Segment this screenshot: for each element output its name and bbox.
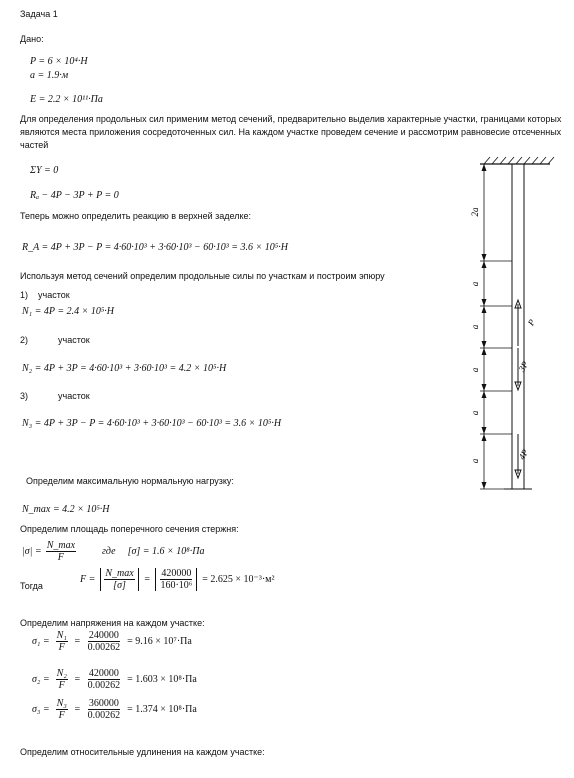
frac-denominator: 160·10⁶ xyxy=(160,580,193,591)
force-label-p: P xyxy=(525,317,538,328)
stress-result: = 9.16 × 10⁷·Па xyxy=(127,636,192,647)
dim-label-a-4: a xyxy=(470,410,480,416)
eq-RA: R_A = 4P + 3P − P = 4·60·10³ + 3·60·10³ − 60·10³ = 3.6 × 10⁵·H xyxy=(22,242,288,253)
stress-frac-1 xyxy=(56,668,68,691)
eq-sigma-allowed-lhs: |σ| = xyxy=(22,546,42,557)
given-label: Дано: xyxy=(20,34,44,44)
stress-frac-2 xyxy=(87,668,122,691)
then-label: Тогда xyxy=(20,581,43,591)
rod-diagram xyxy=(460,156,570,496)
eq-F-frac-2 xyxy=(159,568,193,591)
stress-lhs: σ₁ = xyxy=(32,636,50,647)
section-3-label: участок xyxy=(58,391,90,401)
stress-frac-2 xyxy=(87,698,122,721)
where-label: где xyxy=(102,546,116,557)
stress-text: Определим напряжения на каждом участке: xyxy=(20,618,205,628)
support-hatch xyxy=(484,157,554,164)
abs-bar-1 xyxy=(100,568,138,591)
intro-text: Для определения продольных сил применим метод сечений, предварительно выделив характерные участки, границами которых являются места приложения сосредоточенных сил. На каждом участке проведем сечение и рассмотрим равновесие отсеченных частей xyxy=(20,114,562,150)
section-1-num: 1) xyxy=(20,290,29,300)
stress-frac-2 xyxy=(87,630,122,653)
area-text: Определим площадь поперечного сечения стержня: xyxy=(20,524,239,534)
frac-denominator: 0.00262 xyxy=(87,680,121,691)
stress-frac-1 xyxy=(56,630,68,653)
eq-ra: Rₐ − 4P − 3P + P = 0 xyxy=(30,190,119,201)
stress-eq-2 xyxy=(32,668,197,691)
frac-denominator: F xyxy=(58,642,65,653)
frac-denominator: 0.00262 xyxy=(87,710,121,721)
frac-denominator: 0.00262 xyxy=(87,642,121,653)
dim-label-2a: 2a xyxy=(470,207,480,217)
force-arrow-p xyxy=(515,300,521,346)
task-title: Задача 1 xyxy=(20,9,58,19)
eq-n3: N₃ = 4P + 3P − P = 4·60·10³ + 3·60·10³ − 60·10³ = 3.6 × 10⁵·H xyxy=(22,418,282,429)
frac-numerator: N_max xyxy=(46,540,76,551)
stress-result: = 1.374 × 10⁸·Па xyxy=(127,704,197,715)
force-label-4p: 4P xyxy=(516,447,531,462)
frac-numerator: N₁ xyxy=(56,630,67,641)
equals-sign: = xyxy=(143,574,151,585)
dim-label-a-5: a xyxy=(470,458,480,464)
frac-numerator: 420000 xyxy=(88,668,119,679)
stress-result: = 1.603 × 10⁸·Па xyxy=(127,674,197,685)
given-e: E = 2.2 × 10¹¹·Па xyxy=(30,94,103,105)
force-label-3p: 3P xyxy=(516,359,531,374)
eq-F-result: = 2.625 × 10⁻³·м² xyxy=(202,574,275,585)
stress-lhs: σ₂ = xyxy=(32,674,50,685)
eq-nmax: N_max = 4.2 × 10⁵·H xyxy=(22,504,110,515)
eq-F-lhs: F = xyxy=(80,574,96,585)
eq-sigma-allowed-frac xyxy=(46,540,76,563)
equals-sign: = xyxy=(73,674,81,685)
frac-denominator: F xyxy=(58,710,65,721)
frac-denominator: F xyxy=(57,552,64,563)
section-2-num: 2) xyxy=(20,335,29,345)
equals-sign: = xyxy=(73,636,81,647)
frac-numerator: 240000 xyxy=(88,630,119,641)
stress-frac-1 xyxy=(56,698,68,721)
section-3-num: 3) xyxy=(20,391,29,401)
stress-eq-1 xyxy=(32,630,192,653)
section-1-label: участок xyxy=(38,290,70,300)
frac-numerator: N₂ xyxy=(56,668,67,679)
frac-denominator: F xyxy=(58,680,65,691)
given-p: P = 6 × 10⁴·H xyxy=(30,56,88,67)
eq-sigma-allowed xyxy=(22,540,204,563)
frac-numerator: 360000 xyxy=(88,698,119,709)
eq-F-frac-1 xyxy=(104,568,134,591)
method-text: Используя метод сечений определим продольные силы по участкам и построим эпюру xyxy=(20,271,385,281)
section-2-label: участок xyxy=(58,335,90,345)
eq-sigma-allowed-rhs: [σ] = 1.6 × 10⁸·Па xyxy=(127,546,205,557)
eq-n1: N₁ = 4P = 2.4 × 10⁵·H xyxy=(22,306,115,317)
abs-bar-2 xyxy=(155,568,197,591)
reaction-text: Теперь можно определить реакцию в верхней заделке: xyxy=(20,211,252,221)
dim-label-a-2: a xyxy=(470,324,480,330)
frac-numerator: N₃ xyxy=(56,698,67,709)
equals-sign: = xyxy=(73,704,81,715)
elongation-text: Определим относительные удлинения на каждом участке: xyxy=(20,747,265,757)
frac-numerator: N_max xyxy=(105,568,134,579)
eq-n2: N₂ = 4P + 3P = 4·60·10³ + 3·60·10³ = 4.2 × 10⁵·H xyxy=(22,363,227,374)
stress-lhs: σ₃ = xyxy=(32,704,50,715)
frac-numerator: 420000 xyxy=(161,568,192,579)
dim-label-a-3: a xyxy=(470,367,480,373)
given-a: a = 1.9·м xyxy=(30,70,69,81)
eq-F xyxy=(80,568,275,591)
stress-eq-3 xyxy=(32,698,197,721)
frac-denominator: [σ] xyxy=(113,580,126,591)
eq-sum: ΣY = 0 xyxy=(30,165,59,176)
dim-label-a-1: a xyxy=(470,281,480,287)
max-load-text: Определим максимальную нормальную нагрузку: xyxy=(26,476,234,486)
